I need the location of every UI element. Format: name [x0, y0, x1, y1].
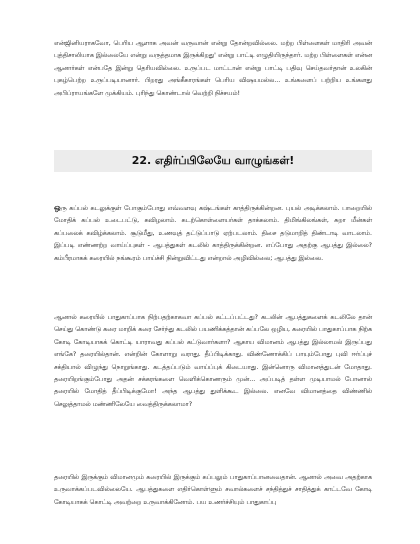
intro-paragraph: என்ஜினியராகவோ, பெரிய ஆளாக அவன் வருவான் என்று தோன்றவில்லை. மற்ற பிள்ளைகள் மாதிரி அவன் புத்திசாலியாக இல்லையே என்று வருத்தமாக இருக்கிறது' என்று பாட்டி எழுதியிருந்தார். மற்ற பிள்ளைகள் என்ன ஆனார்கள் என்பதே இன்று தெரியவில்லை. உருப்பட மாட்டான் என்று பாட்டி பதிவு செய்தவர்தான் உலகின் புகழ்பெற்ற உருப்படியானார். பிறரது அங்கீகாரங்கள் பெரிய விஷயமல்ல... உங்களைப் பற்றிய உங்களது அபிப்ராயங்களே முக்கியம். புரிந்து கொண்டால் வெற்றி நிச்சயம்!: [54, 40, 372, 97]
chapter-heading: 22. எதிர்ப்பிலேயே வாழுங்கள்!: [54, 150, 372, 172]
section-paragraph-1: [54, 202, 372, 265]
section-paragraph-2: ஆனால் கரையில் பாதுகாப்பாக நிற்பதற்காகவா கப்பல் கட்டப்பட்டது? கடலின் ஆபத்துகளைக் கடலிலே தான் செய்து கொண்டு கரை மாறிக் கரை சேர்ந்து கடலில் பயணிக்கத்தான் கப்பலே ஒழிய, கரையில் பாதுகாப்பாக நிற்க கோடி கோடியாகக் கொட்டி யாராவது கப்பல் கட்டுவார்களா? ஆகாய விமானம் ஆபத்து இல்லாமல் இருப்பது எங்கே? தரையில்தான். என்றின் கோளாறு வராது. தீப்பிடிக்காது. விண்ணோக்கிப் பாயும்போது புவி ஈர்ப்புச் சக்தியால் விழுந்து நொறுங்காது. கடத்தப்படும் வாய்ப்புக் கிடையாது. இன்னொரு விமானத்துடன் மோதாது. தரையிறங்கும்போது அதன் சக்கரங்களை வெளிக்கொணரும் முன்... அப்படித் தள்ள முடியாமல் போனால் தரையில் மோதித் தீப்பிடிக்குமோ! அந்த ஆபத்து துளிக்கூட இல்லை. எனவே விமானத்தை விண்ணில் செலுத்தாமல் மண்ணிலேயே வைத்திருக்கலாமா?: [54, 314, 372, 408]
dropcap-letter: ஒ: [54, 203, 61, 212]
section-paragraph-1-text: ரு கப்பல் கடலுக்குள் போகும்போது எவ்வளவு கஷ்டங்கள் காத்திருக்கின்றன. புயல் அடிக்கலாம். பாறையில் மோதிக் கப்பல் உடைபட்டு, கவிழலாம். கடற்கொள்ளையர்கள் தாக்கலாம். திமிங்கிலங்கள், சுறா மீன்கள் கப்பலைக் கவிழ்க்கலாம். சூடுமீது, உணவுத் தட்டுப்பாடு ஏற்படலாம். திசை தடுமாறித் திண்டாடி வாடலாம். இப்படி எண்ணற்ற வாய்ப்புகள் - ஆபத்துகள் கடலில் காத்திருக்கின்றன. எப்போது அதற்கு ஆபத்து இல்லை? கம்பீரமாகக் கரையில் நங்கூரம் பாய்ச்சி நின்றுவிட்டது என்றால் அழிவில்லை; ஆபத்து இல்லை.: [54, 205, 372, 262]
section-paragraph-3: தரையில் இருக்கும் விமானமும் கரையில் இருக்கும் கப்பலும் பாதுகாப்பானவைதான். ஆனால் அவை அதற்காக உருவாக்கப்படவில்லையே. ஆபத்துகளை எதிர்கொள்ளும் சவால்களைச் சந்தித்துச் சாதித்துக் காட்டவே கோடி கோடியாகக் கொட்டி அவற்றை உருவாக்கினோம். பய உணர்ச்சியும் பாதுகாப்பு: [54, 474, 372, 506]
